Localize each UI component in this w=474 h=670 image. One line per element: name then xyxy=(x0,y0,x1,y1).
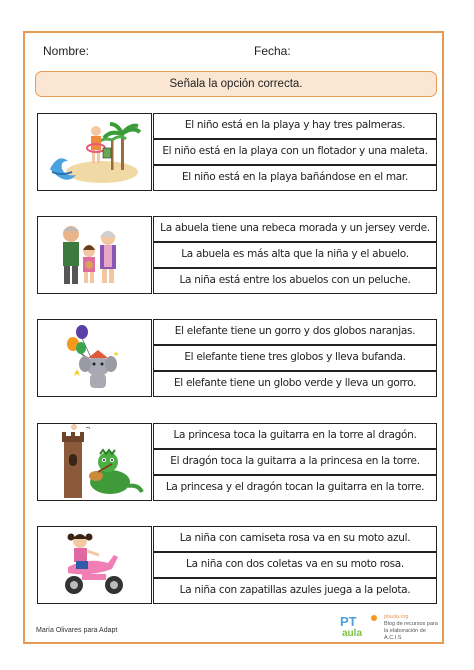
grandparents-and-girl-illustration xyxy=(37,216,152,294)
svg-text:aula: aula xyxy=(342,628,363,638)
option-1-1[interactable]: El niño está en la playa y hay tres palmeras. xyxy=(153,113,437,139)
option-1-3[interactable]: El niño está en la playa bañándose en el mar. xyxy=(153,165,437,191)
option-2-3[interactable]: La niña está entre los abuelos con un peluche. xyxy=(153,268,437,294)
option-1-2[interactable]: El niño está en la playa con un flotador y una maleta. xyxy=(153,139,437,165)
footer-author: María Olivares para Adapt xyxy=(36,627,118,634)
exercise-4 xyxy=(37,423,437,503)
option-5-3[interactable]: La niña con zapatillas azules juega a la pelota. xyxy=(153,578,437,604)
exercise-2 xyxy=(37,216,437,296)
exercise-1 xyxy=(37,113,437,193)
option-3-1[interactable]: El elefante tiene un gorro y dos globos naranjas. xyxy=(153,319,437,345)
ptaula-logo xyxy=(340,612,380,638)
footer-logo-text xyxy=(384,614,442,642)
footer-site[interactable]: ptaula.org xyxy=(384,614,409,620)
exercise-3 xyxy=(37,319,437,399)
svg-text:PT: PT xyxy=(340,614,357,629)
option-2-2[interactable]: La abuela es más alta que la niña y el abuelo. xyxy=(153,242,437,268)
girl-on-motorbike-illustration xyxy=(37,526,152,604)
option-4-2[interactable]: El dragón toca la guitarra a la princesa en la torre. xyxy=(153,449,437,475)
option-5-1[interactable]: La niña con camiseta rosa va en su moto azul. xyxy=(153,526,437,552)
instruction-banner: Señala la opción correcta. xyxy=(35,71,437,97)
footer-tagline: Blog de recursos para la elaboración de A.C.I.S xyxy=(384,621,438,641)
option-3-2[interactable]: El elefante tiene tres globos y lleva bufanda. xyxy=(153,345,437,371)
option-4-1[interactable]: La princesa toca la guitarra en la torre al dragón. xyxy=(153,423,437,449)
option-4-3[interactable]: La princesa y el dragón tocan la guitarra en la torre. xyxy=(153,475,437,501)
date-label: Fecha: xyxy=(254,44,291,58)
beach-boy-palm-trees-illustration xyxy=(37,113,152,191)
exercise-5 xyxy=(37,526,437,606)
option-2-1[interactable]: La abuela tiene una rebeca morada y un jersey verde. xyxy=(153,216,437,242)
option-3-3[interactable]: El elefante tiene un globo verde y lleva un gorro. xyxy=(153,371,437,397)
elephant-with-balloons-illustration xyxy=(37,319,152,397)
dragon-and-princess-tower-illustration xyxy=(37,423,152,501)
option-5-2[interactable]: La niña con dos coletas va en su moto rosa. xyxy=(153,552,437,578)
name-label: Nombre: xyxy=(43,44,90,58)
